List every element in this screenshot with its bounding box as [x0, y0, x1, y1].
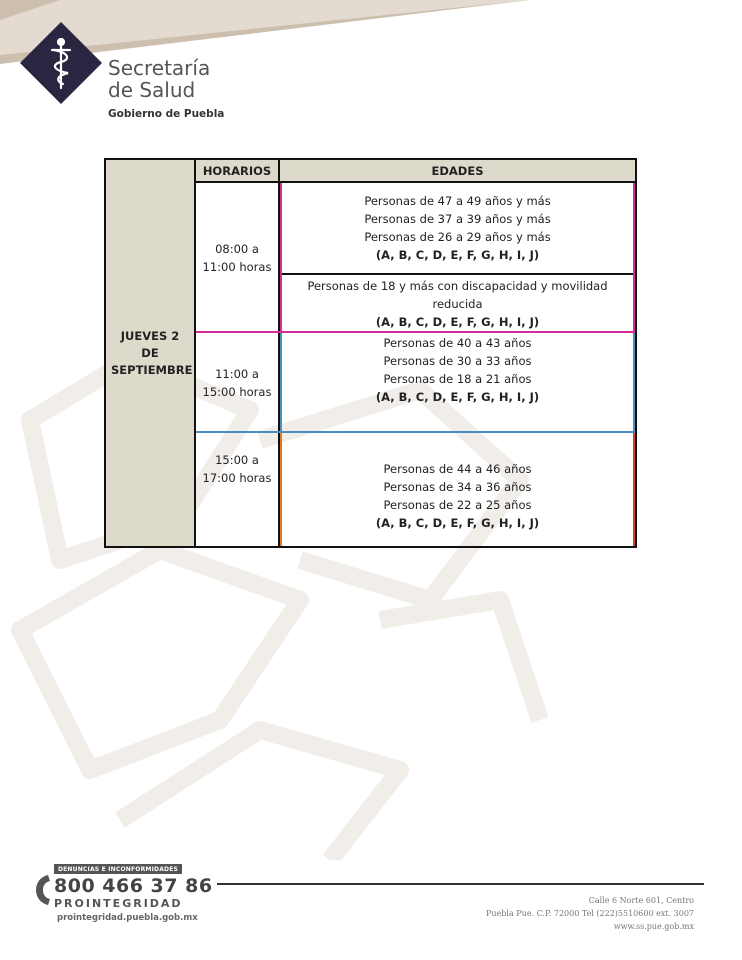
blue-right-rule: [633, 333, 635, 433]
blue-left-rule: [280, 333, 282, 433]
time-cell-slot-3: [196, 433, 280, 546]
ages-cell-slot-2: [280, 331, 635, 409]
ages-cell-slot-3: [280, 433, 635, 546]
vaccination-schedule-table: [104, 158, 637, 548]
day-label: JUEVES 2 DE SEPTIEMBRE: [111, 328, 193, 377]
day-cell: [106, 160, 196, 546]
time-slot-2-end: 15:00 horas: [202, 385, 272, 399]
org-name: [108, 57, 210, 101]
ages-line: Personas de 40 a 43 años: [383, 336, 532, 350]
magenta-right-rule: [633, 183, 635, 333]
prointegridad-brand: PROINTEGRIDAD: [54, 897, 183, 910]
time-slot-1-end: 11:00 horas: [202, 260, 272, 274]
address-line-1: Calle 6 Norte 601, Centro: [588, 896, 694, 905]
complaints-phone: 800 466 37 86: [54, 875, 213, 897]
time-cell-slot-1: [196, 183, 280, 333]
address-line-2: Puebla Pue. C.P. 72000 Tel (222)5510600 ext. 3007: [486, 909, 694, 918]
magenta-left-rule: [280, 183, 282, 333]
ages-line: Personas de 34 a 36 años: [383, 479, 532, 494]
time-slot-3-start: 15:00 a: [215, 453, 259, 467]
header-horarios: HORARIOS: [196, 160, 280, 183]
org-name-line2: de Salud: [108, 78, 196, 102]
ages-line: Personas de 22 a 25 años: [383, 497, 532, 512]
prointegridad-url: prointegridad.puebla.gob.mx: [57, 913, 198, 923]
time-slot-1-start: 08:00 a: [215, 242, 259, 256]
time-slot-2-start: 11:00 a: [215, 367, 259, 381]
ages-line: Personas de 18 a 21 años: [383, 372, 532, 386]
ages-line: Personas de 30 a 33 años: [383, 354, 532, 368]
ages-line: Personas de 26 a 29 años y más: [364, 230, 551, 244]
ages-letters: (A, B, C, D, E, F, G, H, I, J): [375, 248, 540, 262]
ages-cell-slot-1-group-1: [280, 183, 635, 273]
red-right-rule: [633, 433, 635, 546]
ages-letters: (A, B, C, D, E, F, G, H, I, J): [375, 390, 540, 404]
org-subtitle: Gobierno de Puebla: [108, 108, 225, 120]
ages-line: Personas de 18 y más con discapacidad y movilidad reducida: [307, 279, 608, 311]
magenta-bottom-rule: [196, 331, 635, 333]
complaints-label: DENUNCIAS E INCONFORMIDADES: [54, 864, 182, 874]
header-edades: EDADES: [280, 160, 635, 183]
ages-line: Personas de 44 a 46 años: [383, 461, 532, 476]
orange-left-rule: [280, 433, 282, 546]
website-link[interactable]: www.ss.pue.gob.mx: [613, 922, 694, 931]
ages-letters: (A, B, C, D, E, F, G, H, I, J): [375, 315, 540, 329]
phone-icon: [34, 873, 52, 907]
time-slot-3-end: 17:00 horas: [202, 471, 272, 485]
blue-bottom-rule: [196, 431, 635, 433]
ages-cell-slot-1-group-2: [280, 275, 635, 333]
ages-letters: (A, B, C, D, E, F, G, H, I, J): [375, 515, 540, 530]
org-name-line1: Secretaría: [108, 56, 211, 80]
ages-line: Personas de 37 a 39 años y más: [364, 212, 551, 226]
footer-divider: [217, 883, 704, 885]
time-cell-slot-2: [196, 333, 280, 433]
group-divider: [282, 273, 633, 275]
ages-line: Personas de 47 a 49 años y más: [364, 194, 551, 208]
secretaria-salud-logo: [18, 20, 104, 106]
